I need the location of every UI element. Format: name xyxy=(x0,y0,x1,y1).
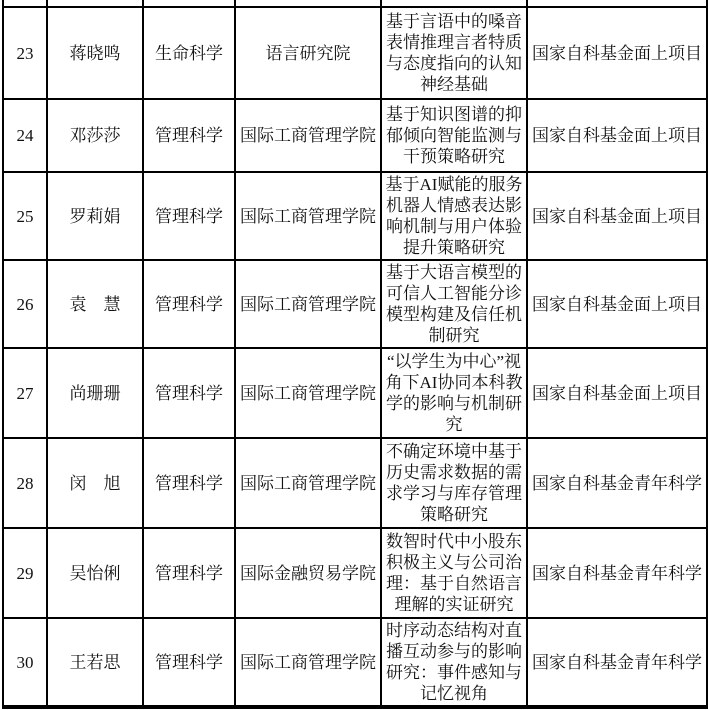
cell-name: 吴怡俐 xyxy=(47,528,143,618)
partial-row xyxy=(3,0,707,7)
cell-funding-type: 国家自科基金青年科学 xyxy=(527,528,707,618)
cell-index: 25 xyxy=(3,172,47,260)
cell-funding-type: 国家自科基金面上项目 xyxy=(527,348,707,438)
cell-school: 语言研究院 xyxy=(235,7,381,99)
cell-project-title: 基于知识图谱的抑郁倾向智能监测与干预策略研究 xyxy=(381,99,527,172)
cell-index: 24 xyxy=(3,99,47,172)
cell-index: 28 xyxy=(3,438,47,528)
cell-discipline: 管理科学 xyxy=(143,260,235,348)
cell-funding-type: 国家自科基金面上项目 xyxy=(527,172,707,260)
cell-funding-type: 国家自科基金面上项目 xyxy=(527,260,707,348)
cell-name: 邓莎莎 xyxy=(47,99,143,172)
cell-school: 国际金融贸易学院 xyxy=(235,528,381,618)
cell-school: 国际工商管理学院 xyxy=(235,618,381,707)
table-row xyxy=(3,99,707,172)
cell-index: 30 xyxy=(3,618,47,707)
table-row xyxy=(3,260,707,348)
cell-index: 23 xyxy=(3,7,47,99)
table-row xyxy=(3,438,707,528)
table-row xyxy=(3,528,707,618)
cell-name: 蒋晓鸣 xyxy=(47,7,143,99)
cell-discipline: 管理科学 xyxy=(143,528,235,618)
cell-index: 27 xyxy=(3,348,47,438)
table-row xyxy=(3,348,707,438)
cell-index: 26 xyxy=(3,260,47,348)
partial-row-cell xyxy=(235,0,381,7)
cell-school: 国际工商管理学院 xyxy=(235,99,381,172)
partial-row-cell xyxy=(3,0,47,7)
cell-name: 闵 旭 xyxy=(47,438,143,528)
research-projects-table xyxy=(2,0,708,709)
partial-row-cell xyxy=(47,0,143,7)
cell-name: 尚珊珊 xyxy=(47,348,143,438)
table-row xyxy=(3,172,707,260)
cell-index: 29 xyxy=(3,528,47,618)
cell-funding-type: 国家自科基金青年科学 xyxy=(527,438,707,528)
cell-funding-type: 国家自科基金面上项目 xyxy=(527,7,707,99)
cell-project-title: 基于AI赋能的服务机器人情感表达影响机制与用户体验提升策略研究 xyxy=(381,172,527,260)
cell-funding-type: 国家自科基金面上项目 xyxy=(527,99,707,172)
cell-project-title: 时序动态结构对直播互动参与的影响研究：事件感知与记忆视角 xyxy=(381,618,527,707)
cell-discipline: 管理科学 xyxy=(143,172,235,260)
cell-school: 国际工商管理学院 xyxy=(235,438,381,528)
cell-discipline: 生命科学 xyxy=(143,7,235,99)
cell-discipline: 管理科学 xyxy=(143,438,235,528)
cell-project-title: “以学生为中心”视角下AI协同本科教学的影响与机制研究 xyxy=(381,348,527,438)
cell-school: 国际工商管理学院 xyxy=(235,348,381,438)
partial-row-cell xyxy=(381,0,527,7)
cell-name: 袁 慧 xyxy=(47,260,143,348)
table-row xyxy=(3,618,707,707)
partial-row-cell xyxy=(527,0,707,7)
table-row xyxy=(3,7,707,99)
cell-discipline: 管理科学 xyxy=(143,348,235,438)
cell-name: 王若思 xyxy=(47,618,143,707)
partial-row-cell xyxy=(143,0,235,7)
cell-project-title: 数智时代中小股东积极主义与公司治理：基于自然语言理解的实证研究 xyxy=(381,528,527,618)
cell-discipline: 管理科学 xyxy=(143,99,235,172)
cell-funding-type: 国家自科基金青年科学 xyxy=(527,618,707,707)
cell-discipline: 管理科学 xyxy=(143,618,235,707)
cell-project-title: 不确定环境中基于历史需求数据的需求学习与库存管理策略研究 xyxy=(381,438,527,528)
cell-project-title: 基于大语言模型的可信人工智能分诊模型构建及信任机制研究 xyxy=(381,260,527,348)
cell-school: 国际工商管理学院 xyxy=(235,260,381,348)
cell-school: 国际工商管理学院 xyxy=(235,172,381,260)
cell-project-title: 基于言语中的嗓音表情推理言者特质与态度指向的认知神经基础 xyxy=(381,7,527,99)
cell-name: 罗莉娟 xyxy=(47,172,143,260)
